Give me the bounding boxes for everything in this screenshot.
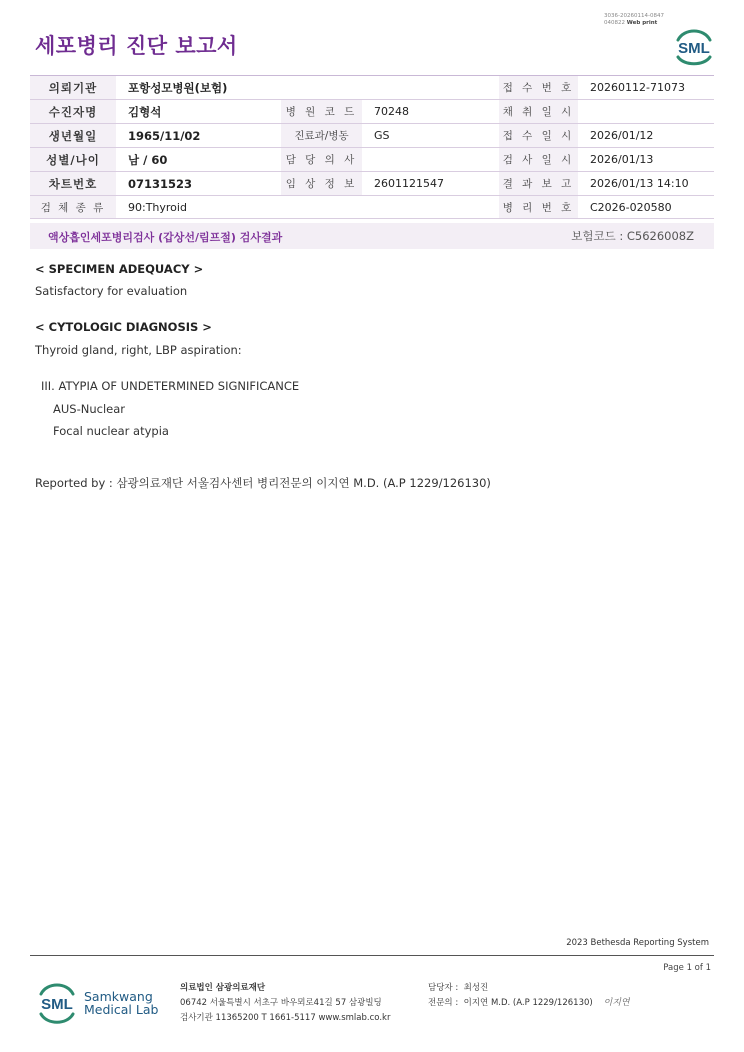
cell-value bbox=[362, 196, 499, 219]
patient-info-table bbox=[30, 75, 714, 219]
table-row bbox=[30, 76, 714, 100]
cell-label: 채 취 일 시 bbox=[499, 100, 578, 124]
cell-label: 의뢰기관 bbox=[30, 76, 116, 100]
diagnosis-sub-2: Focal nuclear atypia bbox=[53, 424, 169, 438]
cell-label: 성별/나이 bbox=[30, 148, 116, 172]
reporting-system: 2023 Bethesda Reporting System bbox=[566, 938, 709, 948]
table-row bbox=[30, 100, 714, 124]
cell-value: 70248 bbox=[362, 100, 499, 124]
document-code bbox=[604, 13, 664, 26]
cell-value: 20260112-71073 bbox=[578, 76, 714, 100]
page-title: 세포병리 진단 보고서 bbox=[35, 34, 238, 58]
specialist-label: 전문의 : bbox=[428, 998, 459, 1008]
code-line-2 bbox=[604, 20, 664, 27]
diagnosis-sub-1: AUS-Nuclear bbox=[53, 402, 125, 416]
cell-value: 07131523 bbox=[116, 172, 281, 196]
specialist-row bbox=[428, 996, 630, 1011]
cell-value: C2026-020580 bbox=[578, 196, 714, 219]
test-name: 액상흡인세포병리검사 (갑상선/림프절) 검사결과 bbox=[48, 231, 283, 244]
cell-value: 김형석 bbox=[116, 100, 281, 124]
cell-label: 병 원 코 드 bbox=[281, 100, 362, 124]
manager-row bbox=[428, 981, 630, 996]
cell-label: 검 체 종 류 bbox=[30, 196, 116, 219]
diagnosis-text: Thyroid gland, right, LBP aspiration: bbox=[35, 343, 242, 357]
code-line-1: 3036-20260114-0847 bbox=[604, 13, 664, 19]
staff-info bbox=[428, 981, 630, 1011]
cell-value: 2026/01/12 bbox=[578, 124, 714, 148]
web-print-label: Web print bbox=[626, 19, 658, 26]
org-name: 의료법인 삼광의료재단 bbox=[180, 983, 266, 993]
cell-label: 차트번호 bbox=[30, 172, 116, 196]
cell-label: 병 리 번 호 bbox=[499, 196, 578, 219]
brand-name bbox=[84, 990, 158, 1016]
code-number: 040822 bbox=[604, 19, 625, 26]
cell-label: 접 수 번 호 bbox=[499, 76, 578, 100]
specialist-name: 이지연 M.D. (A.P 1229/126130) bbox=[463, 998, 593, 1008]
cell-label: 생년월일 bbox=[30, 124, 116, 148]
cell-label: 수진자명 bbox=[30, 100, 116, 124]
adequacy-heading: < SPECIMEN ADEQUACY > bbox=[35, 262, 204, 276]
cell-value bbox=[362, 148, 499, 172]
sml-logo-icon bbox=[672, 26, 716, 66]
svg-text:SML: SML bbox=[678, 40, 710, 57]
cell-label: 진료과/병동 bbox=[281, 124, 362, 148]
organization-info bbox=[180, 981, 390, 1026]
manager-label: 담당자 : bbox=[428, 983, 459, 993]
org-address: 06742 서울특별시 서초구 바우뫼로41길 57 삼광빌딩 bbox=[180, 998, 382, 1008]
page-number: Page 1 of 1 bbox=[663, 963, 711, 973]
diagnosis-category: III. ATYPIA OF UNDETERMINED SIGNIFICANCE bbox=[41, 379, 300, 393]
reported-by: Reported by : 삼광의료재단 서울검사센터 병리전문의 이지연 M.D. (A.P 1229/126130) bbox=[35, 476, 491, 490]
brand-line-1: Samkwang bbox=[84, 989, 153, 1004]
diagnosis-heading: < CYTOLOGIC DIAGNOSIS > bbox=[35, 320, 212, 334]
brand-line-2: Medical Lab bbox=[84, 1002, 159, 1017]
svg-text:SML: SML bbox=[41, 996, 73, 1013]
cell-label: 검 사 일 시 bbox=[499, 148, 578, 172]
cell-value: 90:Thyroid bbox=[116, 196, 281, 219]
cell-value: 2601121547 bbox=[362, 172, 499, 196]
cell-label: 담 당 의 사 bbox=[281, 148, 362, 172]
table-row bbox=[30, 124, 714, 148]
cell-value: 1965/11/02 bbox=[116, 124, 281, 148]
insurance-code: 보험코드 : C5626008Z bbox=[571, 229, 694, 243]
manager-name: 최성진 bbox=[463, 983, 489, 993]
table-row bbox=[30, 172, 714, 196]
cell-value: 2026/01/13 bbox=[578, 148, 714, 172]
footer-divider bbox=[30, 955, 714, 956]
cell-label: 임 상 정 보 bbox=[281, 172, 362, 196]
adequacy-text: Satisfactory for evaluation bbox=[35, 284, 188, 298]
cell-value bbox=[362, 76, 499, 100]
cell-value: 남 / 60 bbox=[116, 148, 281, 172]
cell-label: 결 과 보 고 bbox=[499, 172, 578, 196]
signature: 이지연 bbox=[603, 998, 630, 1008]
cell-value: 2026/01/13 14:10 bbox=[578, 172, 714, 196]
org-contact: 검사기관 11365200 T 1661-5117 www.smlab.co.kr bbox=[180, 1013, 391, 1023]
sml-logo-icon bbox=[36, 978, 78, 1026]
test-result-band bbox=[30, 223, 714, 249]
cell-value bbox=[578, 100, 714, 124]
table-row bbox=[30, 196, 714, 219]
cell-label: 접 수 일 시 bbox=[499, 124, 578, 148]
cell-label bbox=[281, 196, 362, 219]
table-row bbox=[30, 148, 714, 172]
cell-label bbox=[281, 76, 362, 100]
cell-value: GS bbox=[362, 124, 499, 148]
cell-value: 포항성모병원(보험) bbox=[116, 76, 281, 100]
